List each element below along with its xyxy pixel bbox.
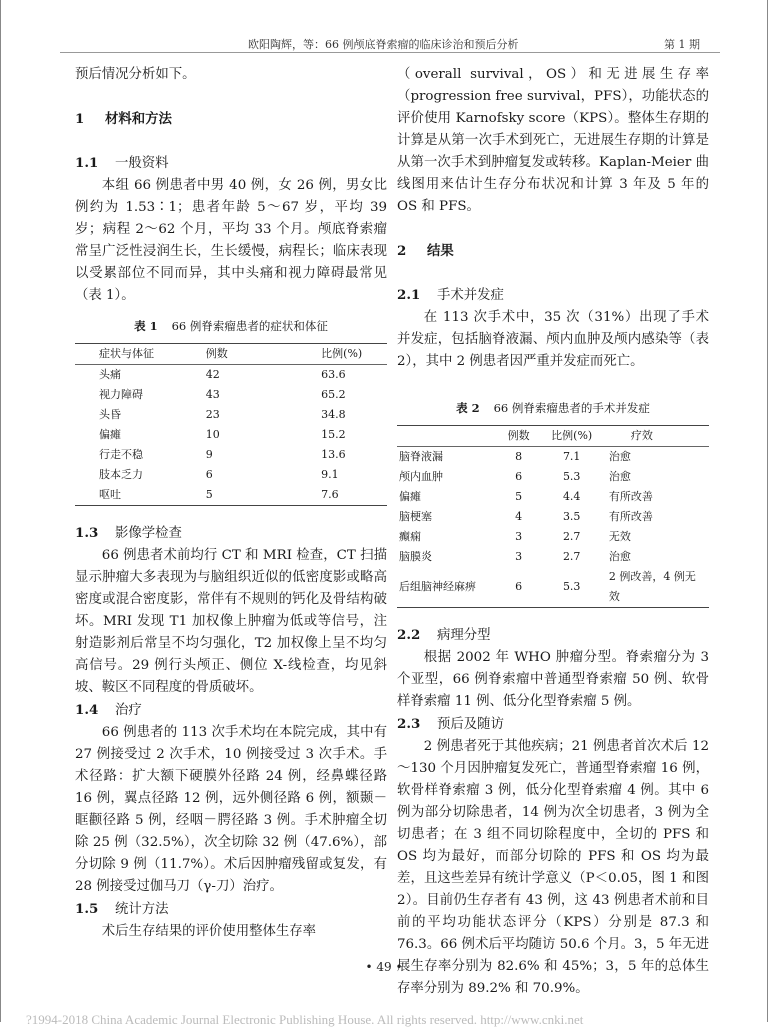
table-header-row: 例数 比例(%) 疗效 bbox=[397, 426, 709, 447]
section-1-5-title: 统计方法 bbox=[115, 902, 169, 917]
section-2-heading: 2 结果 bbox=[397, 243, 454, 259]
intro-tail: 预后情况分析如下。 bbox=[75, 67, 196, 82]
section-2-2-text: 根据 2002 年 WHO 肿瘤分型。脊索瘤分为 3 个亚型，66 例脊索瘤中普通型脊索瘤 50 例、软骨样脊索瘤 11 例、低分化型脊索瘤 5 例。 bbox=[397, 650, 709, 709]
table-row: 脑膜炎 3 2.7 治愈 bbox=[399, 550, 631, 563]
table-1-caption: 表 1 66 例脊索瘤患者的症状和体征 bbox=[134, 319, 328, 333]
section-1-4-heading: 1.4 治疗 bbox=[75, 702, 142, 718]
table-row: 后组脑神经麻痹 6 5.3 2 例改善，4 例无效 bbox=[397, 567, 709, 608]
section-1-1-heading: 1.1 一般资料 bbox=[75, 155, 169, 171]
running-title: 欧阳陶辉，等：66 例颅底脊索瘤的临床诊治和预后分析 bbox=[248, 38, 519, 51]
section-1-4-text: 66 例患者的 113 次手术均在本院完成，其中有 27 例接受过 2 次手术，10 例接受过 3 次手术。手术径路：扩大额下硬膜外径路 24 例，经鼻蝶径路 16 例，翼点径路 12 例，远外侧径路 6 例，额颞－眶颧径路 5 例，经咽－腭径路 3 例。手术肿瘤全切除 25 例（32.5%），次全切除 32 例（47.6%），部分切除 9 例（11.7%）。术后因肿瘤残留或复发，有 28 例接受过伽马刀（γ-刀）治疗。 bbox=[75, 725, 387, 894]
table-row: 行走不稳 9 13.6 bbox=[99, 448, 346, 461]
table-row: 癫痫 3 2.7 无效 bbox=[399, 530, 631, 543]
section-2-1-text: 在 113 次手术中，35 次（31%）出现了手术并发症，包括脑脊液漏、颅内血肿及颅内感染等（表 2），其中 2 例患者因严重并发症而死亡。 bbox=[397, 310, 709, 369]
table-row: 偏瘫 5 4.4 有所改善 bbox=[399, 490, 653, 503]
copyright-notice: ?1994-2018 China Academic Journal Electronic Publishing House. All rights reserved. http://www.cnki.net bbox=[26, 1012, 584, 1027]
table-2-caption: 表 2 66 例脊索瘤患者的手术并发症 bbox=[456, 401, 650, 415]
table-row: 头痛 42 63.6 bbox=[99, 368, 346, 381]
section-2-3-heading: 2.3 预后及随访 bbox=[397, 716, 504, 732]
page-number: • 49 • bbox=[365, 960, 403, 974]
section-1-4-title: 治疗 bbox=[115, 703, 142, 718]
section-2-1-title: 手术并发症 bbox=[437, 288, 504, 303]
section-1-3-title: 影像学检查 bbox=[115, 526, 182, 541]
section-1-title: 材料和方法 bbox=[105, 111, 172, 127]
table-header-row: 症状与体征 例数 比例(%) bbox=[75, 344, 387, 365]
running-header bbox=[60, 36, 720, 53]
section-1-5-text-continued: （overall survival，OS）和无进展生存率（progression free survival，PFS），功能状态的评价使用 Karnofsky score（KPS）。整体生存期的计算是从第一次手术到死亡，无进展生存期的计算是从第一次手术到肿瘤复发或转移。Kaplan-Meier 曲线图用来估计生存分布状况和计算 3 年及 5 年的 OS 和 PFS。 bbox=[397, 67, 709, 214]
table-row: 脑梗塞 4 3.5 有所改善 bbox=[399, 510, 653, 523]
table-row: 呕吐 5 7.6 bbox=[75, 485, 387, 506]
table-row: 肢本乏力 6 9.1 bbox=[99, 468, 339, 481]
table-1 bbox=[75, 343, 387, 506]
section-2-2-title: 病理分型 bbox=[437, 628, 491, 643]
table-row: 视力障碍 43 65.2 bbox=[99, 388, 346, 401]
section-1-3-text: 66 例患者术前均行 CT 和 MRI 检查，CT 扫描显示肿瘤大多表现为与脑组织近似的低密度影或略高密度或混合密度影，常伴有不规则的钙化及骨结构破坏。MRI 发现 T1 加权像上肿瘤为低或等信号，注射造影剂后常呈不均匀强化，T2 加权像上呈不均匀高信号。29 例行头颅正、侧位 X-线检查，均见斜坡、鞍区不同程度的骨质破坏。 bbox=[75, 548, 387, 695]
section-2-3-text: 2 例患者死于其他疾病；21 例患者首次术后 12～130 个月因肿瘤复发死亡，普通型脊索瘤 16 例，软骨样脊索瘤 3 例，低分化型脊索瘤 4 例。其中 6 例为部分切除患者，14 例为次全切患者，3 例为全切患者；在 3 组不同切除程度中，全切的 PFS 和 OS 均为最好，而部分切除的 PFS 和 OS 均为最差，且这些差异有统计学意义（P＜0.05，图 1 和图 2）。目前仍生存者有 43 例，这 43 例患者术前和目前的平均功能状态评分（KPS）分别是 87.3 和 76.3。66 例术后平均随访 50.6 个月。3，5 年无进展生存率分别为 82.6% 和 45%；3，5 年的总体生存率分别为 89.2% 和 70.9%。 bbox=[397, 739, 709, 996]
issue-number: 第 1 期 bbox=[664, 38, 700, 51]
table-2 bbox=[397, 425, 709, 608]
table-row: 颅内血肿 6 5.3 治愈 bbox=[399, 470, 631, 483]
left-column bbox=[75, 64, 387, 943]
section-2-2-heading: 2.2 病理分型 bbox=[397, 627, 491, 643]
section-2-3-title: 预后及随访 bbox=[437, 717, 504, 732]
section-1-1-text: 本组 66 例患者中男 40 例，女 26 例，男女比例约为 1.53∶1；患者年龄 5～67 岁，平均 39 岁；病程 2～62 个月，平均 33 个月。颅底脊索瘤常呈广泛性浸润生长，生长缓慢，病程长；临床表现以受累部位不同而异，其中头痛和视力障碍最常见（表 1）。 bbox=[75, 178, 387, 303]
section-1-1-title: 一般资料 bbox=[115, 156, 169, 171]
section-1-3-heading: 1.3 影像学检查 bbox=[75, 525, 182, 541]
section-2-title: 结果 bbox=[427, 243, 454, 259]
table-row: 脑脊液漏 8 7.1 治愈 bbox=[399, 450, 631, 463]
section-1-5-heading: 1.5 统计方法 bbox=[75, 901, 169, 917]
table-row: 偏瘫 10 15.2 bbox=[99, 428, 346, 441]
section-1-5-text-start: 术后生存结果的评价使用整体生存率 bbox=[101, 924, 317, 939]
table-row: 头昏 23 34.8 bbox=[99, 408, 346, 421]
section-2-1-heading: 2.1 手术并发症 bbox=[397, 287, 504, 303]
right-column bbox=[397, 64, 709, 1000]
section-1-heading: 1 材料和方法 bbox=[75, 111, 172, 127]
